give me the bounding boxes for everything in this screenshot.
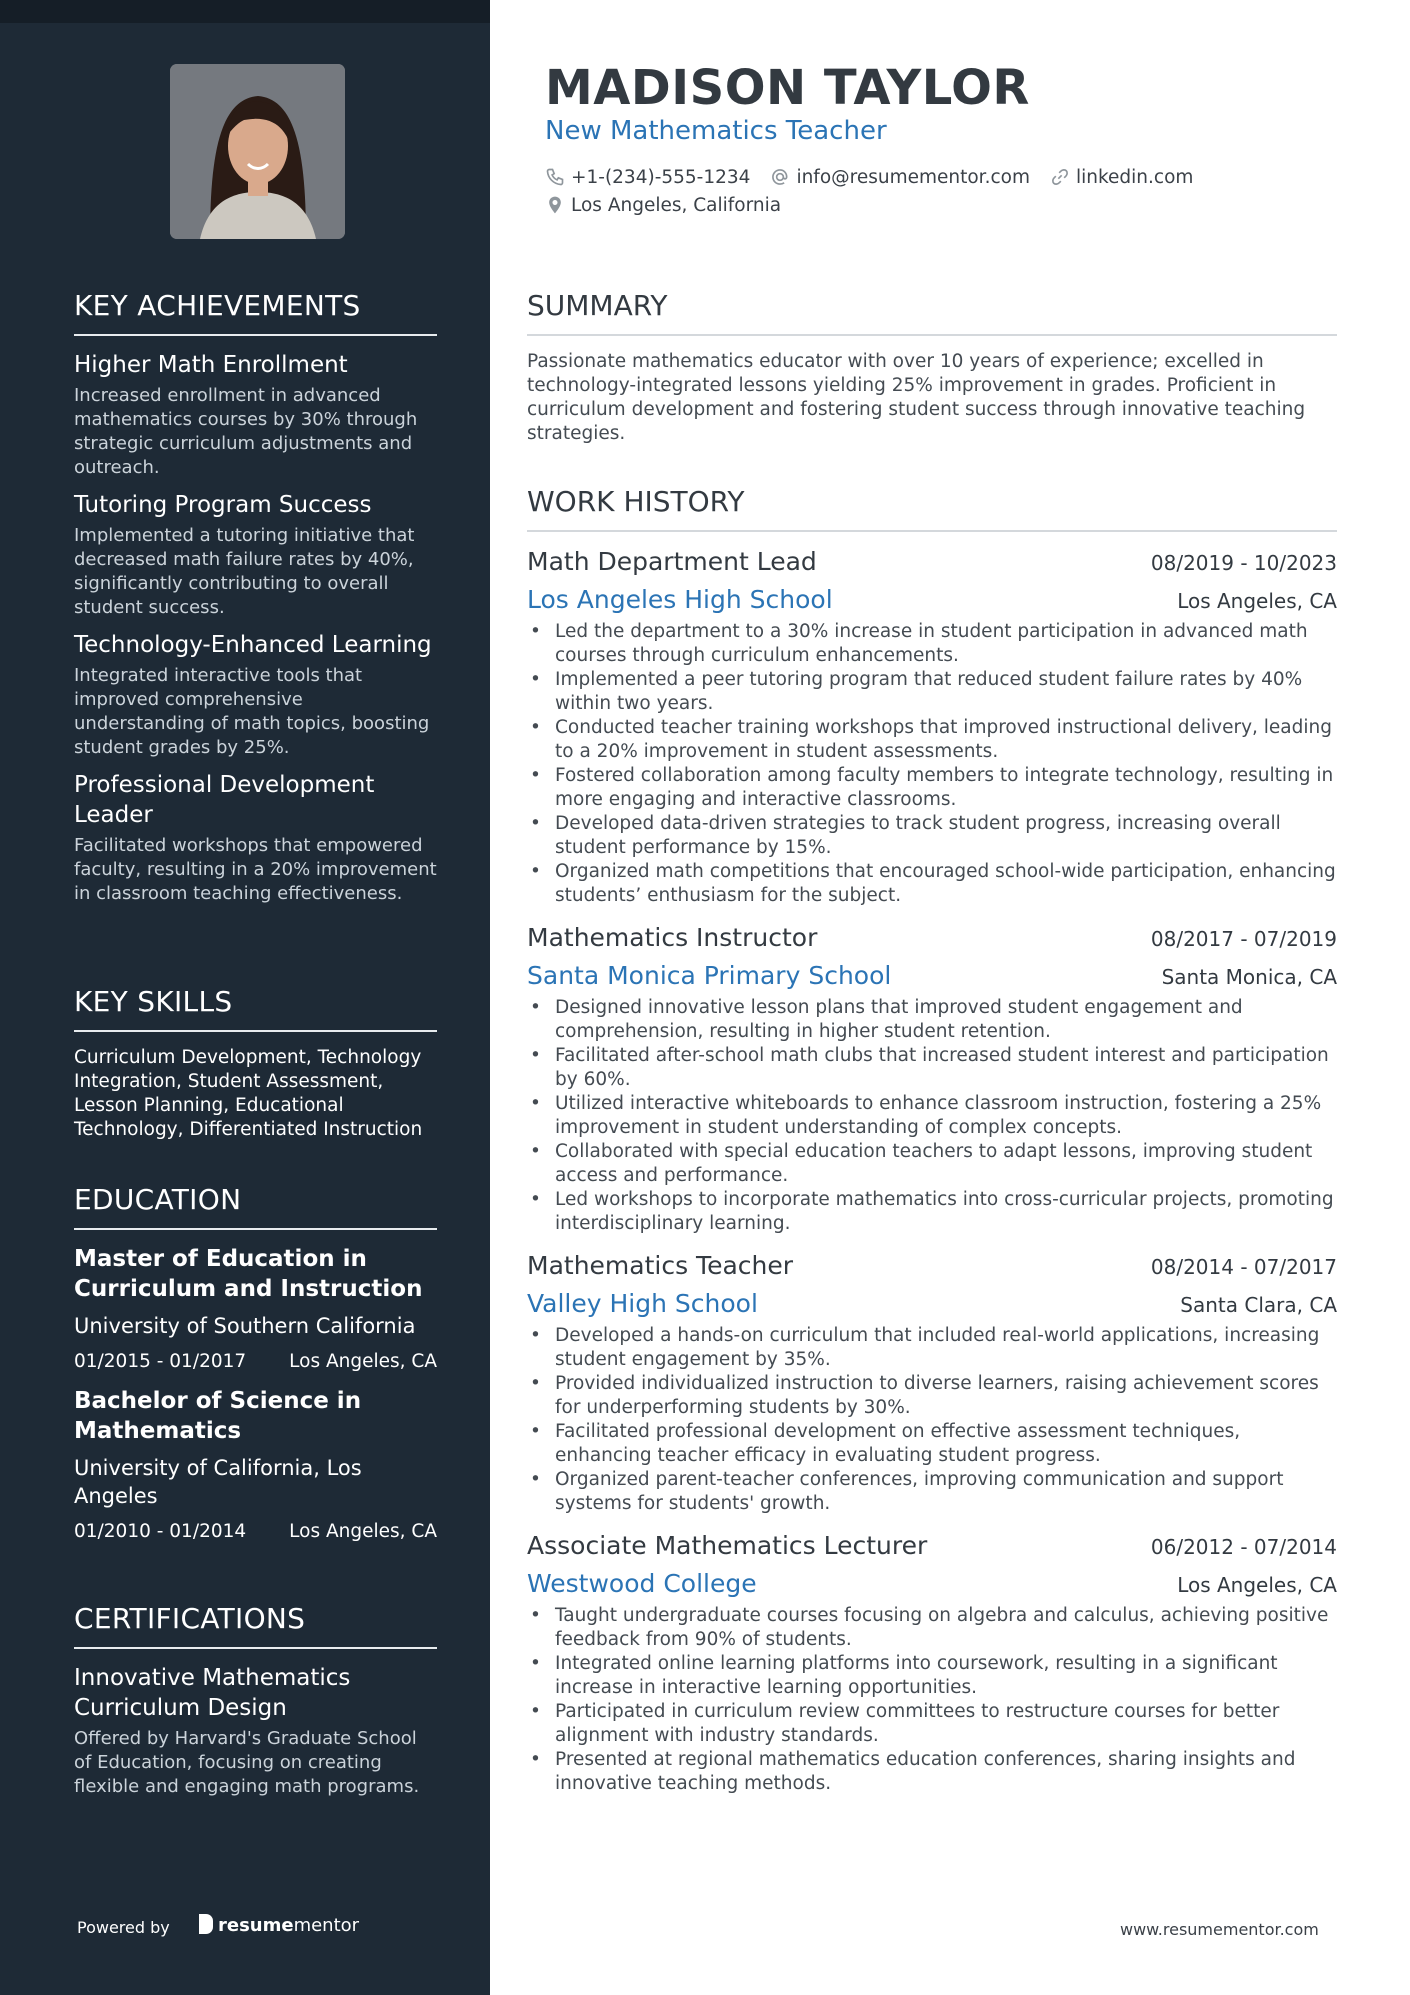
contact-info bbox=[545, 163, 1315, 219]
education-dates: 01/2010 - 01/2014 bbox=[74, 1521, 247, 1542]
certification-item bbox=[74, 1663, 437, 1799]
job-bullet: • Conducted teacher training workshops that improved instructional delivery, leading to a 20% improvement in student assessments. bbox=[527, 716, 1337, 764]
resumementor-logo[interactable] bbox=[199, 1914, 359, 1936]
powered-by-label: Powered by bbox=[77, 1918, 170, 1937]
job-bullet: • Designed innovative lesson plans that improved student engagement and comprehension, resulting in higher student retention. bbox=[527, 996, 1337, 1044]
summary-heading: SUMMARY bbox=[527, 290, 1337, 336]
job-role: Associate Mathematics Lecturer bbox=[527, 1531, 928, 1560]
job-bullet: • Participated in curriculum review committees to restructure courses for better alignment with industry standards. bbox=[527, 1700, 1337, 1748]
job-bullet: • Developed data-driven strategies to track student progress, increasing overall student performance by 15%. bbox=[527, 812, 1337, 860]
job-entry bbox=[527, 546, 1337, 908]
phone-contact[interactable] bbox=[545, 167, 750, 188]
linkedin-contact[interactable] bbox=[1050, 167, 1193, 188]
job-entry bbox=[527, 1530, 1337, 1796]
phone-text: +1-(234)-555-1234 bbox=[571, 166, 751, 188]
job-bullets bbox=[527, 1604, 1337, 1796]
footer-url[interactable]: www.resumementor.com bbox=[1120, 1920, 1319, 1939]
job-dates: 08/2017 - 07/2019 bbox=[1150, 927, 1337, 951]
education-school: University of Southern California bbox=[74, 1314, 416, 1338]
job-location: Los Angeles, CA bbox=[1177, 589, 1337, 613]
brand-name-bold: resume bbox=[218, 1915, 294, 1936]
education-section bbox=[74, 1184, 437, 1544]
work-history-section bbox=[527, 486, 1337, 1796]
achievement-desc: Implemented a tutoring initiative that decreased math failure rates by 40%, significantly contributing to overall student success. bbox=[74, 525, 415, 618]
job-bullet: • Taught undergraduate courses focusing on algebra and calculus, achieving positive feedback from 90% of students. bbox=[527, 1604, 1337, 1652]
brand-name-light: mentor bbox=[293, 1915, 360, 1936]
job-bullet: • Organized parent-teacher conferences, improving communication and support systems for students' growth. bbox=[527, 1468, 1337, 1516]
job-bullets bbox=[527, 996, 1337, 1236]
achievement-desc: Increased enrollment in advanced mathematics courses by 30% through strategic curriculum adjustments and outreach. bbox=[74, 385, 418, 478]
education-item bbox=[74, 1244, 437, 1374]
job-location: Los Angeles, CA bbox=[1177, 1573, 1337, 1597]
job-bullet: • Led the department to a 30% increase in student participation in advanced math courses through curriculum enhancements. bbox=[527, 620, 1337, 668]
phone-icon bbox=[545, 167, 565, 187]
sidebar bbox=[0, 0, 490, 1995]
job-bullet: • Facilitated professional development on effective assessment techniques, enhancing teacher efficacy in evaluating student progress. bbox=[527, 1420, 1337, 1468]
job-bullets bbox=[527, 1324, 1337, 1516]
education-item bbox=[74, 1386, 437, 1544]
job-location: Santa Clara, CA bbox=[1180, 1293, 1337, 1317]
linkedin-text: linkedin.com bbox=[1075, 166, 1194, 188]
job-entry bbox=[527, 1250, 1337, 1516]
achievement-item bbox=[74, 630, 437, 760]
achievement-title: Tutoring Program Success bbox=[74, 492, 372, 518]
job-dates: 08/2014 - 07/2017 bbox=[1150, 1255, 1337, 1279]
job-bullet: • Integrated online learning platforms into coursework, resulting in a significant increase in interactive learning opportunities. bbox=[527, 1652, 1337, 1700]
education-dates: 01/2015 - 01/2017 bbox=[74, 1351, 247, 1372]
job-bullet: • Organized math competitions that encouraged school-wide participation, enhancing students’ enthusiasm for the subject. bbox=[527, 860, 1337, 908]
job-role: Mathematics Instructor bbox=[527, 923, 818, 952]
achievement-item bbox=[74, 350, 437, 480]
job-bullet: • Collaborated with special education teachers to adapt lessons, improving student access and performance. bbox=[527, 1140, 1337, 1188]
job-bullet: • Developed a hands-on curriculum that included real-world applications, increasing student engagement by 35%. bbox=[527, 1324, 1337, 1372]
achievement-desc: Facilitated workshops that empowered faculty, resulting in a 20% improvement in classroom teaching effectiveness. bbox=[74, 835, 437, 904]
job-role: Math Department Lead bbox=[527, 547, 817, 576]
education-location: Los Angeles, CA bbox=[289, 1351, 437, 1372]
education-school: University of California, Los Angeles bbox=[74, 1456, 362, 1508]
achievement-title: Technology-Enhanced Learning bbox=[74, 632, 432, 658]
email-contact[interactable] bbox=[770, 167, 1030, 188]
email-text: info@resumementor.com bbox=[796, 166, 1030, 188]
achievement-desc: Integrated interactive tools that improved comprehensive understanding of math topics, boosting student grades by 25%. bbox=[74, 665, 430, 758]
job-role: Mathematics Teacher bbox=[527, 1251, 794, 1280]
job-bullet: • Provided individualized instruction to diverse learners, raising achievement scores for underperforming students by 30%. bbox=[527, 1372, 1337, 1420]
avatar bbox=[170, 64, 345, 239]
sidebar-top-bar bbox=[0, 0, 490, 23]
education-heading: EDUCATION bbox=[74, 1184, 437, 1230]
job-bullet: • Led workshops to incorporate mathematics into cross-curricular projects, promoting interdisciplinary learning. bbox=[527, 1188, 1337, 1236]
candidate-name: MADISON TAYLOR bbox=[545, 60, 1030, 116]
job-bullet: • Facilitated after-school math clubs that increased student interest and participation by 60%. bbox=[527, 1044, 1337, 1092]
achievements-heading: KEY ACHIEVEMENTS bbox=[74, 290, 437, 336]
certifications-section bbox=[74, 1603, 437, 1799]
job-bullet: • Utilized interactive whiteboards to enhance classroom instruction, fostering a 25% improvement in student understanding of complex concepts. bbox=[527, 1092, 1337, 1140]
summary-section bbox=[527, 290, 1337, 446]
certification-desc: Offered by Harvard's Graduate School of Education, focusing on creating flexible and engaging math programs. bbox=[74, 1728, 420, 1797]
education-degree: Master of Education in Curriculum and Instruction bbox=[74, 1246, 423, 1302]
education-location: Los Angeles, CA bbox=[289, 1521, 437, 1542]
achievement-item bbox=[74, 490, 437, 620]
at-icon bbox=[770, 167, 790, 187]
logo-mark-icon bbox=[199, 1914, 213, 1934]
achievement-item bbox=[74, 770, 437, 906]
certifications-heading: CERTIFICATIONS bbox=[74, 1603, 437, 1649]
job-dates: 08/2019 - 10/2023 bbox=[1150, 551, 1337, 575]
achievement-title: Professional Development Leader bbox=[74, 772, 375, 828]
job-company: Westwood College bbox=[527, 1569, 757, 1598]
job-bullet: • Implemented a peer tutoring program that reduced student failure rates by 40% within two years. bbox=[527, 668, 1337, 716]
job-company: Los Angeles High School bbox=[527, 585, 833, 614]
location-text: Los Angeles, California bbox=[571, 194, 782, 216]
work-history-heading: WORK HISTORY bbox=[527, 486, 1337, 532]
job-company: Santa Monica Primary School bbox=[527, 961, 892, 990]
job-entry bbox=[527, 922, 1337, 1236]
job-location: Santa Monica, CA bbox=[1161, 965, 1337, 989]
location-contact bbox=[545, 195, 781, 216]
location-pin-icon bbox=[545, 195, 565, 215]
job-dates: 06/2012 - 07/2014 bbox=[1150, 1535, 1337, 1559]
achievement-title: Higher Math Enrollment bbox=[74, 352, 348, 378]
achievements-section bbox=[74, 290, 437, 906]
skills-text: Curriculum Development, Technology Integration, Student Assessment, Lesson Planning, Educational Technology, Differentiated Instruction bbox=[74, 1047, 423, 1140]
main-content bbox=[527, 290, 1337, 1796]
link-icon bbox=[1050, 167, 1070, 187]
skills-heading: KEY SKILLS bbox=[74, 986, 437, 1032]
education-degree: Bachelor of Science in Mathematics bbox=[74, 1388, 362, 1444]
candidate-title: New Mathematics Teacher bbox=[545, 116, 887, 146]
summary-text: Passionate mathematics educator with over 10 years of experience; excelled in technology-integrated lessons yielding 25% improvement in grades. Proficient in curriculum development and fostering student success through innovative teaching strategies. bbox=[527, 351, 1306, 444]
job-bullet: • Fostered collaboration among faculty members to integrate technology, resulting in more engaging and interactive classrooms. bbox=[527, 764, 1337, 812]
job-bullet: • Presented at regional mathematics education conferences, sharing insights and innovative teaching methods. bbox=[527, 1748, 1337, 1796]
job-company: Valley High School bbox=[527, 1289, 758, 1318]
certification-title: Innovative Mathematics Curriculum Design bbox=[74, 1665, 351, 1721]
job-bullets bbox=[527, 620, 1337, 908]
skills-section bbox=[74, 986, 437, 1142]
